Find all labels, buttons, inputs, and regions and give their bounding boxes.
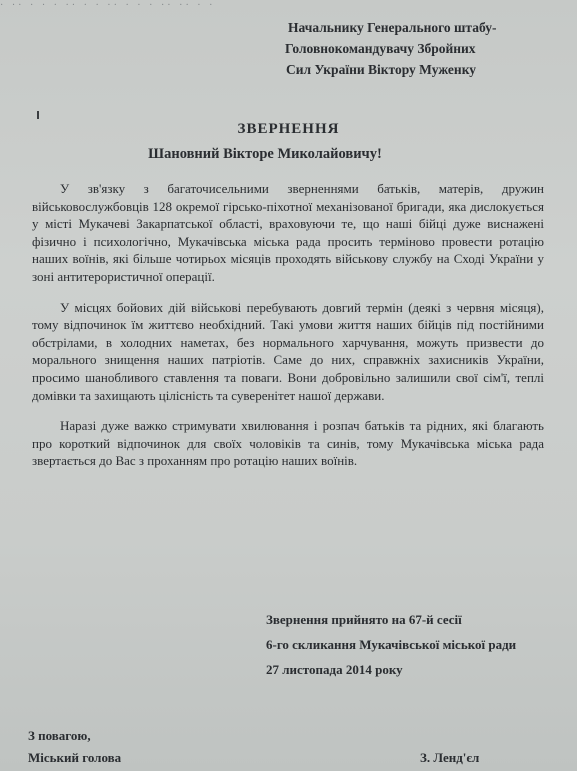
body-paragraph-2: У місцях бойових дій військові перебувають довгий термін (деякі з червня місяця), тому відпочинок їм життєво необхідний. Такі умови життя наших бійців під постійними обстрілами, в холодних наметах, без нормального харчування, можуть призвести до морального знищення наших патріотів. Саме до них, справжніх захисників України, просимо шанобливого ставлення та поваги. Вони добровільно залишили свої сім'ї, теплі домівки та захищають цілісність та суверенітет нашої держави. [32, 299, 544, 403]
addressee-line-3: Сил України Віктору Муженку [286, 62, 477, 77]
addressee-line-2: Головнокомандувачу Збройних [285, 41, 476, 56]
salutation: Шановний Вікторе Миколайовичу! [148, 146, 382, 162]
body-paragraph-3: Наразі дуже важко стримувати хвилювання і розпач батьків та рідних, які благають про короткий відпочинок для своїх чоловіків та синів, тому Мукачівська міська рада звертається до Вас з проханням про ротацію наших воїнів. [32, 418, 544, 469]
signatory-name: З. Ленд'єл [420, 750, 480, 765]
signatory-title: Міський голова [28, 750, 122, 765]
closing-regards: З повагою, [28, 728, 91, 743]
document-title: ЗВЕРНЕННЯ [237, 121, 340, 137]
margin-mark [37, 111, 39, 119]
bleed-through-text: · ·· · · · ·· · · ·· · · · ·· ·· · · [0, 0, 216, 11]
adoption-line-3: 27 листопада 2014 року [266, 662, 403, 677]
adoption-line-1: Звернення прийнято на 67-й сесії [266, 612, 462, 627]
adoption-line-2: 6-го скликання Мукачівської міської ради [266, 637, 517, 652]
letter-body [32, 180, 544, 483]
body-paragraph-1: У зв'язку з багаточисельними зверненнями батьків, матерів, дружин військовослужбовців 128 окремої гірсько-піхотної механізованої бригади, яка дислокується у місті Мукачеві Закарпатської області, враховуючи те, що наші бійці дуже виснажені фізично і психологічно, Мукачівська міська рада просить терміново провести ротацію наших воїнів, які більше чотирьох місяців проходять військову службу на Сході України у зоні антитерористичної операції. [32, 181, 544, 284]
addressee-line-1: Начальнику Генерального штабу- [288, 20, 497, 35]
adoption-note [266, 607, 566, 682]
addressee-block [285, 17, 558, 80]
